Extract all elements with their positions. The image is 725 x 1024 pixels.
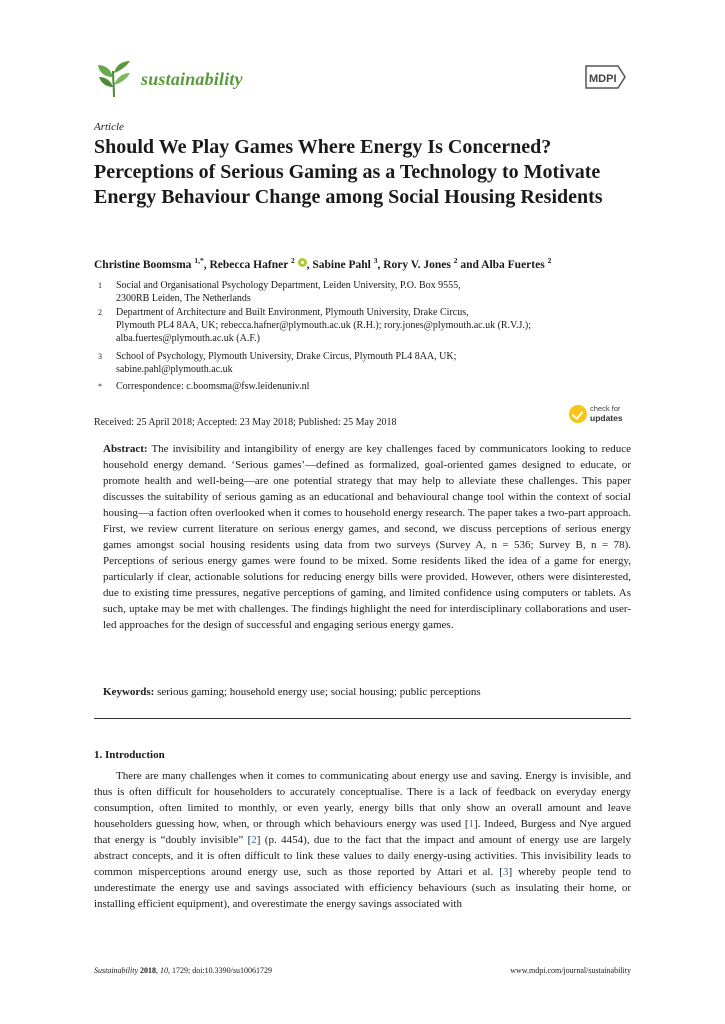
affiliation-1: 1 Social and Organisational Psychology Department, Leiden University, P.O. Box 9555, 2300RB Leiden, The Netherlands (98, 280, 461, 304)
author-affiliation-mark: 3 (373, 256, 378, 265)
keywords-label: Keywords: (103, 686, 155, 698)
mdpi-logo (581, 62, 628, 92)
author-name: Sabine Pahl (312, 258, 371, 271)
abstract-text: The invisibility and intangibility of energy are key challenges faced by communicators looking to reduce household energy demand. ‘Serious games’—defined as formalized, goal-oriented games designed to educate, or promote health and well-being—are one potential strategy that may help to alleviate these challenges. This paper discusses the suitability of serious gaming as an educational and behavioural change tool within the context of social housing—a faction often overlooked when it comes to household energy research. The paper takes a two-part approach. First, we review current literature on serious energy games, and second, we discuss perceptions of serious energy games amongst social housing residents using data from two surveys (Survey A, n = 536; Survey B, n = 78). Perceptions of serious energy games were found to be mixed. Some residents liked the idea of a game for energy, particularly if clear, actionable solutions for reducing energy bills were provided. However, others were disinterested, due to existing time pressures, negative perceptions of gaming, and limited confidence using computers or tablets. As such, uptake may be met with challenges. The findings highlight the need for interdisciplinary collaborations and user-led approaches for the design of successful and engaging serious energy games. (103, 443, 631, 631)
affiliation-2: 2 Department of Architecture and Built Environment, Plymouth University, Drake Circus, Plymouth PL4 8AA, UK; rebecca.hafner@plymouth.ac.uk (R.H.); rory.jones@plymouth.ac.uk (R.V.J.); alba.fuertes@plymouth.ac.uk (A.F.) (98, 307, 532, 344)
author-affiliation-mark: 1,* (194, 256, 204, 265)
divider (94, 718, 631, 719)
check-updates-icon (569, 405, 587, 423)
publisher-name: MDPI (589, 73, 617, 85)
abstract (103, 441, 631, 633)
paper-title: Should We Play Games Where Energy Is Concerned? Perceptions of Serious Gaming as a Technology to Motivate Energy Behaviour Change among Social Housing Residents (94, 136, 603, 208)
check-for-updates-button[interactable]: check for updates (569, 403, 631, 427)
section-heading: 1. Introduction (94, 749, 165, 761)
citation-link[interactable]: 1 (468, 818, 474, 830)
author-name: Christine Boomsma (94, 258, 192, 271)
publication-dates: Received: 25 April 2018; Accepted: 23 May 2018; Published: 25 May 2018 (94, 417, 397, 428)
plant-sprout-icon (94, 59, 134, 99)
author-name: Rebecca Hafner (209, 258, 289, 271)
author-affiliation-mark: 2 (290, 256, 295, 265)
journal-name: sustainability (141, 69, 243, 89)
author-list: Christine Boomsma $^{1,*}$, Rebecca Hafner $^2$ , Sabine Pahl $^3$, Rory V. Jones $^2$ and Alba Fuertes $^2$ (94, 256, 552, 271)
author-name: Rory V. Jones (383, 258, 451, 271)
footer-url[interactable]: www.mdpi.com/journal/sustainability (510, 966, 631, 975)
affiliation-3: 3 School of Psychology, Plymouth University, Drake Circus, Plymouth PL4 8AA, UK; sabine.pahl@plymouth.ac.uk (98, 351, 457, 375)
citation-link[interactable]: 2 (251, 834, 257, 846)
correspondence: * Correspondence: c.boomsma@fsw.leidenuniv.nl (98, 381, 310, 392)
article-type: Article (94, 121, 124, 133)
citation-link[interactable]: 3 (502, 866, 509, 878)
footer-citation: Sustainability 2018, 10, 1729; doi:10.3390/su10061729 (94, 966, 273, 975)
orcid-icon[interactable] (298, 258, 307, 267)
keywords-text: serious gaming; household energy use; social housing; public perceptions (157, 686, 481, 698)
section-body: There are many challenges when it comes to communicating about energy use and saving. Energy is invisible, and thus is often difficult for householders to accurately conceptualise. There is a lack of feedback on everyday energy consumption, often limited to monthly, or even yearly, energy bills that only show an overall amount and leave householders guessing how, when, or through which behaviours energy was used [1]. Indeed, Burgess and Nye argued that energy is “doubly invisible” [2] (p. 4454), due to the fact that the impact and amount of energy use are largely abstract concepts, and it is often difficult to link these values to daily energy-using activities. This invisibility leads to common misperceptions around energy use, such as those reported by Attari et al. [3] whereby people tend to underestimate the energy use and savings associated with efficiency behaviours (such as insulating their home, or installing efficient equipment), and overestimate the energy savings associated with (94, 770, 632, 910)
abstract-label: Abstract: (103, 443, 148, 455)
author-name: Alba Fuertes (481, 258, 545, 271)
keywords (103, 686, 631, 698)
author-affiliation-mark: 2 (453, 256, 458, 265)
author-affiliation-mark: 2 (547, 256, 552, 265)
